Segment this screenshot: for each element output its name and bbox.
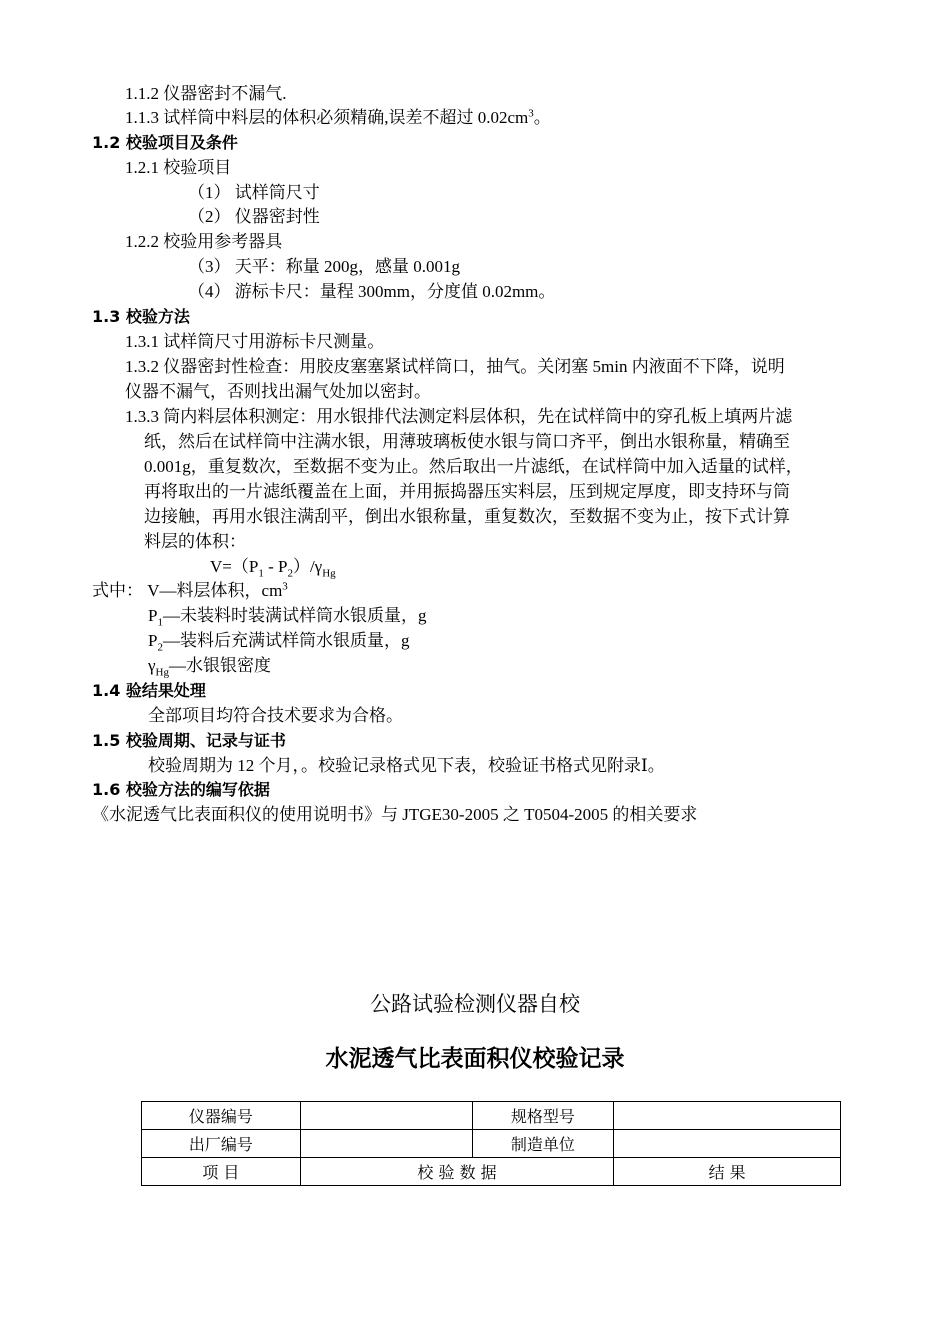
text-line: 0.001g，重复数次，至数据不变为止。然后取出一片滤纸，在试样筒中加入适量的试样， [144, 457, 803, 476]
text-line: 料层的体积： [144, 532, 246, 551]
table-cell[interactable] [614, 1130, 841, 1158]
formula: $V=(P_1 - P_2)/\gamma_{Hg}$ [210, 557, 336, 580]
table-row [142, 1102, 841, 1130]
table-header-cell: 校 验 数 据 [300, 1158, 614, 1186]
text-line: 1.3.1 试样筒尺寸用游标卡尺测量。 [125, 332, 385, 351]
table-header-cell: 结 果 [614, 1158, 841, 1186]
text-line: 《水泥透气比表面积仪的使用说明书》与 JTGE30-2005 之 T0504-2005 的相关要求 [92, 805, 698, 824]
text-line: 1.1.3 试样筒中料层的体积必须精确,误差不超过 $0.02cm^3$。 [125, 107, 551, 127]
section-heading: 1.5 校验周期、记录与证书 [92, 731, 286, 750]
text-line: 边接触，再用水银注满刮平，倒出水银称量，重复数次，至数据不变为止，按下式计算 [144, 507, 790, 526]
text-line: 校验周期为 12 个月，。校验记录格式见下表，校验证书格式见附录Ⅰ。 [148, 756, 665, 775]
text-line: 纸，然后在试样筒中注满水银，用薄玻璃板使水银与筒口齐平，倒出水银称量，精确至 [144, 432, 790, 451]
text-line: $P_1—$未装料时装满试样筒水银质量，g [148, 606, 427, 629]
text-line: 式中： V—料层体积，$cm^3$ [92, 580, 288, 600]
section-heading: 1.2 校验项目及条件 [92, 133, 238, 152]
text-line: 1.3.3 筒内料层体积测定：用水银排代法测定料层体积，先在试样筒中的穿孔板上填两片滤 [125, 407, 793, 426]
table-cell: 仪器编号 [142, 1102, 301, 1130]
section-heading: 1.3 校验方法 [92, 307, 190, 326]
text-line: 1.1.2 仪器密封不漏气. [125, 84, 287, 103]
text-line: $\gamma_{Hg}—$水银银密度 [148, 656, 271, 679]
table-row [142, 1130, 841, 1158]
record-title: 水泥透气比表面积仪校验记录 [325, 1046, 625, 1072]
text-line: 1.3.2 仪器密封性检查：用胶皮塞塞紧试样筒口，抽气。关闭塞 5min 内液面不下降，说明 [125, 357, 785, 376]
table-cell: 制造单位 [472, 1130, 614, 1158]
text-line: 全部项目均符合技术要求为合格。 [148, 706, 403, 725]
record-subtitle: 公路试验检测仪器自校 [370, 992, 580, 1016]
section-heading: 1.4 验结果处理 [92, 681, 206, 700]
table-cell[interactable] [614, 1102, 841, 1130]
text-line: 再将取出的一片滤纸覆盖在上面，并用振捣器压实料层，压到规定厚度，即支持环与筒 [144, 482, 790, 501]
text-line: 1.2.2 校验用参考器具 [125, 232, 283, 251]
table-header-cell: 项 目 [142, 1158, 301, 1186]
table-cell[interactable] [300, 1130, 472, 1158]
table-cell: 出厂编号 [142, 1130, 301, 1158]
text-line: 1.2.1 校验项目 [125, 158, 232, 177]
section-heading: 1.6 校验方法的编写依据 [92, 780, 270, 799]
list-item: （3） 天平：称量 200g，感量 0.001g [188, 257, 460, 276]
text-line: 仪器不漏气，否则找出漏气处加以密封。 [125, 382, 431, 401]
table-header-row [142, 1158, 841, 1186]
record-table [141, 1101, 841, 1186]
list-item: （2） 仪器密封性 [188, 207, 320, 226]
list-item: （4） 游标卡尺：量程 300mm，分度值 0.02mm。 [188, 282, 556, 301]
table-cell: 规格型号 [472, 1102, 614, 1130]
table-cell[interactable] [300, 1102, 472, 1130]
text-line: $P_2—$装料后充满试样筒水银质量，g [148, 631, 410, 654]
list-item: （1） 试样筒尺寸 [188, 183, 320, 202]
